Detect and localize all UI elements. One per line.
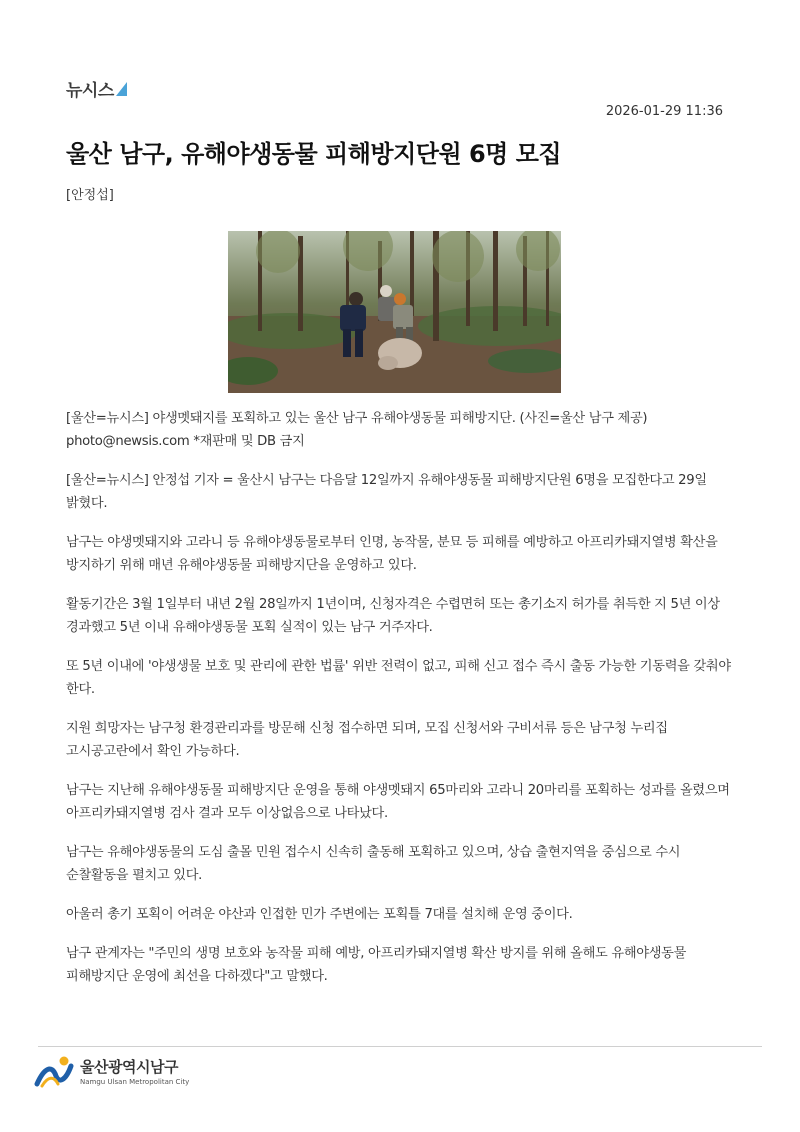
org-name: 울산광역시남구 — [80, 1058, 178, 1076]
footer-divider — [38, 1046, 762, 1047]
article-paragraph: 남구는 지난해 유해야생동물 피해방지단 운영을 통해 야생멧돼지 65마리와 고라니 20마리를 포획하는 성과를 올렸으며 아프리카돼지열병 검사 결과 모두 이상없음으로 나타났다. — [66, 783, 730, 821]
newsis-logo[interactable] — [66, 76, 127, 101]
namgu-logo — [34, 1054, 189, 1088]
article-paragraph: 남구 관계자는 "주민의 생명 보호와 농작물 피해 예방, 아프리카돼지열병 확산 방지를 위해 올해도 유해야생동물 피해방지단 운영에 최선을 다하겠다"고 말했다. — [66, 946, 687, 984]
org-name-en: Namgu Ulsan Metropolitan City — [80, 1078, 190, 1086]
article-paragraph: 활동기간은 3월 1일부터 내년 2월 28일까지 1년이며, 신청자격은 수렵면허 또는 총기소지 허가를 취득한 지 5년 이상 경과했고 5년 이내 유해야생동물 포획 실적이 있는 남구 거주자다. — [66, 597, 720, 635]
article-paragraph: 지원 희망자는 남구청 환경관리과를 방문해 신청 접수하면 되며, 모집 신청서와 구비서류 등은 남구청 누리집 고시공고란에서 확인 가능하다. — [66, 721, 668, 759]
article-byline: [안정섭] — [66, 188, 114, 203]
namgu-emblem-icon — [34, 1054, 74, 1088]
boar-capture-photo — [228, 231, 561, 393]
article-paragraph: 남구는 야생멧돼지와 고라니 등 유해야생동물로부터 인명, 농작물, 분묘 등 피해를 예방하고 아프리카돼지열병 확산을 방지하기 위해 매년 유해야생동물 피해방지단을 운영하고 있다. — [66, 535, 718, 573]
article-paragraph: 아울러 총기 포획이 어려운 야산과 인접한 민가 주변에는 포획틀 7대를 설치해 운영 중이다. — [66, 907, 573, 922]
article-title: 울산 남구, 유해야생동물 피해방지단원 6명 모집 — [66, 140, 562, 168]
publisher-name: 뉴시스 — [66, 81, 114, 101]
article-paragraph: 남구는 유해야생동물의 도심 출몰 민원 접수시 신속히 출동해 포획하고 있으며, 상습 출현지역을 중심으로 수시 순찰활동을 펼치고 있다. — [66, 845, 681, 883]
article-photo — [228, 231, 561, 393]
logo-triangle-icon — [116, 82, 127, 96]
article-body — [66, 407, 731, 1004]
photo-caption: [울산=뉴시스] 야생멧돼지를 포획하고 있는 울산 남구 유해야생동물 피해방지단. (사진=울산 남구 제공) photo@newsis.com *재판매 및 DB 금지 — [66, 411, 648, 449]
article-paragraph: [울산=뉴시스] 안정섭 기자 = 울산시 남구는 다음달 12일까지 유해야생동물 피해방지단원 6명을 모집한다고 29일 밝혔다. — [66, 473, 707, 511]
article-date: 2026-01-29 11:36 — [605, 104, 723, 119]
article-paragraph: 또 5년 이내에 '야생생물 보호 및 관리에 관한 법률' 위반 전력이 없고, 피해 신고 접수 즉시 출동 가능한 기동력을 갖춰야 한다. — [66, 659, 731, 697]
